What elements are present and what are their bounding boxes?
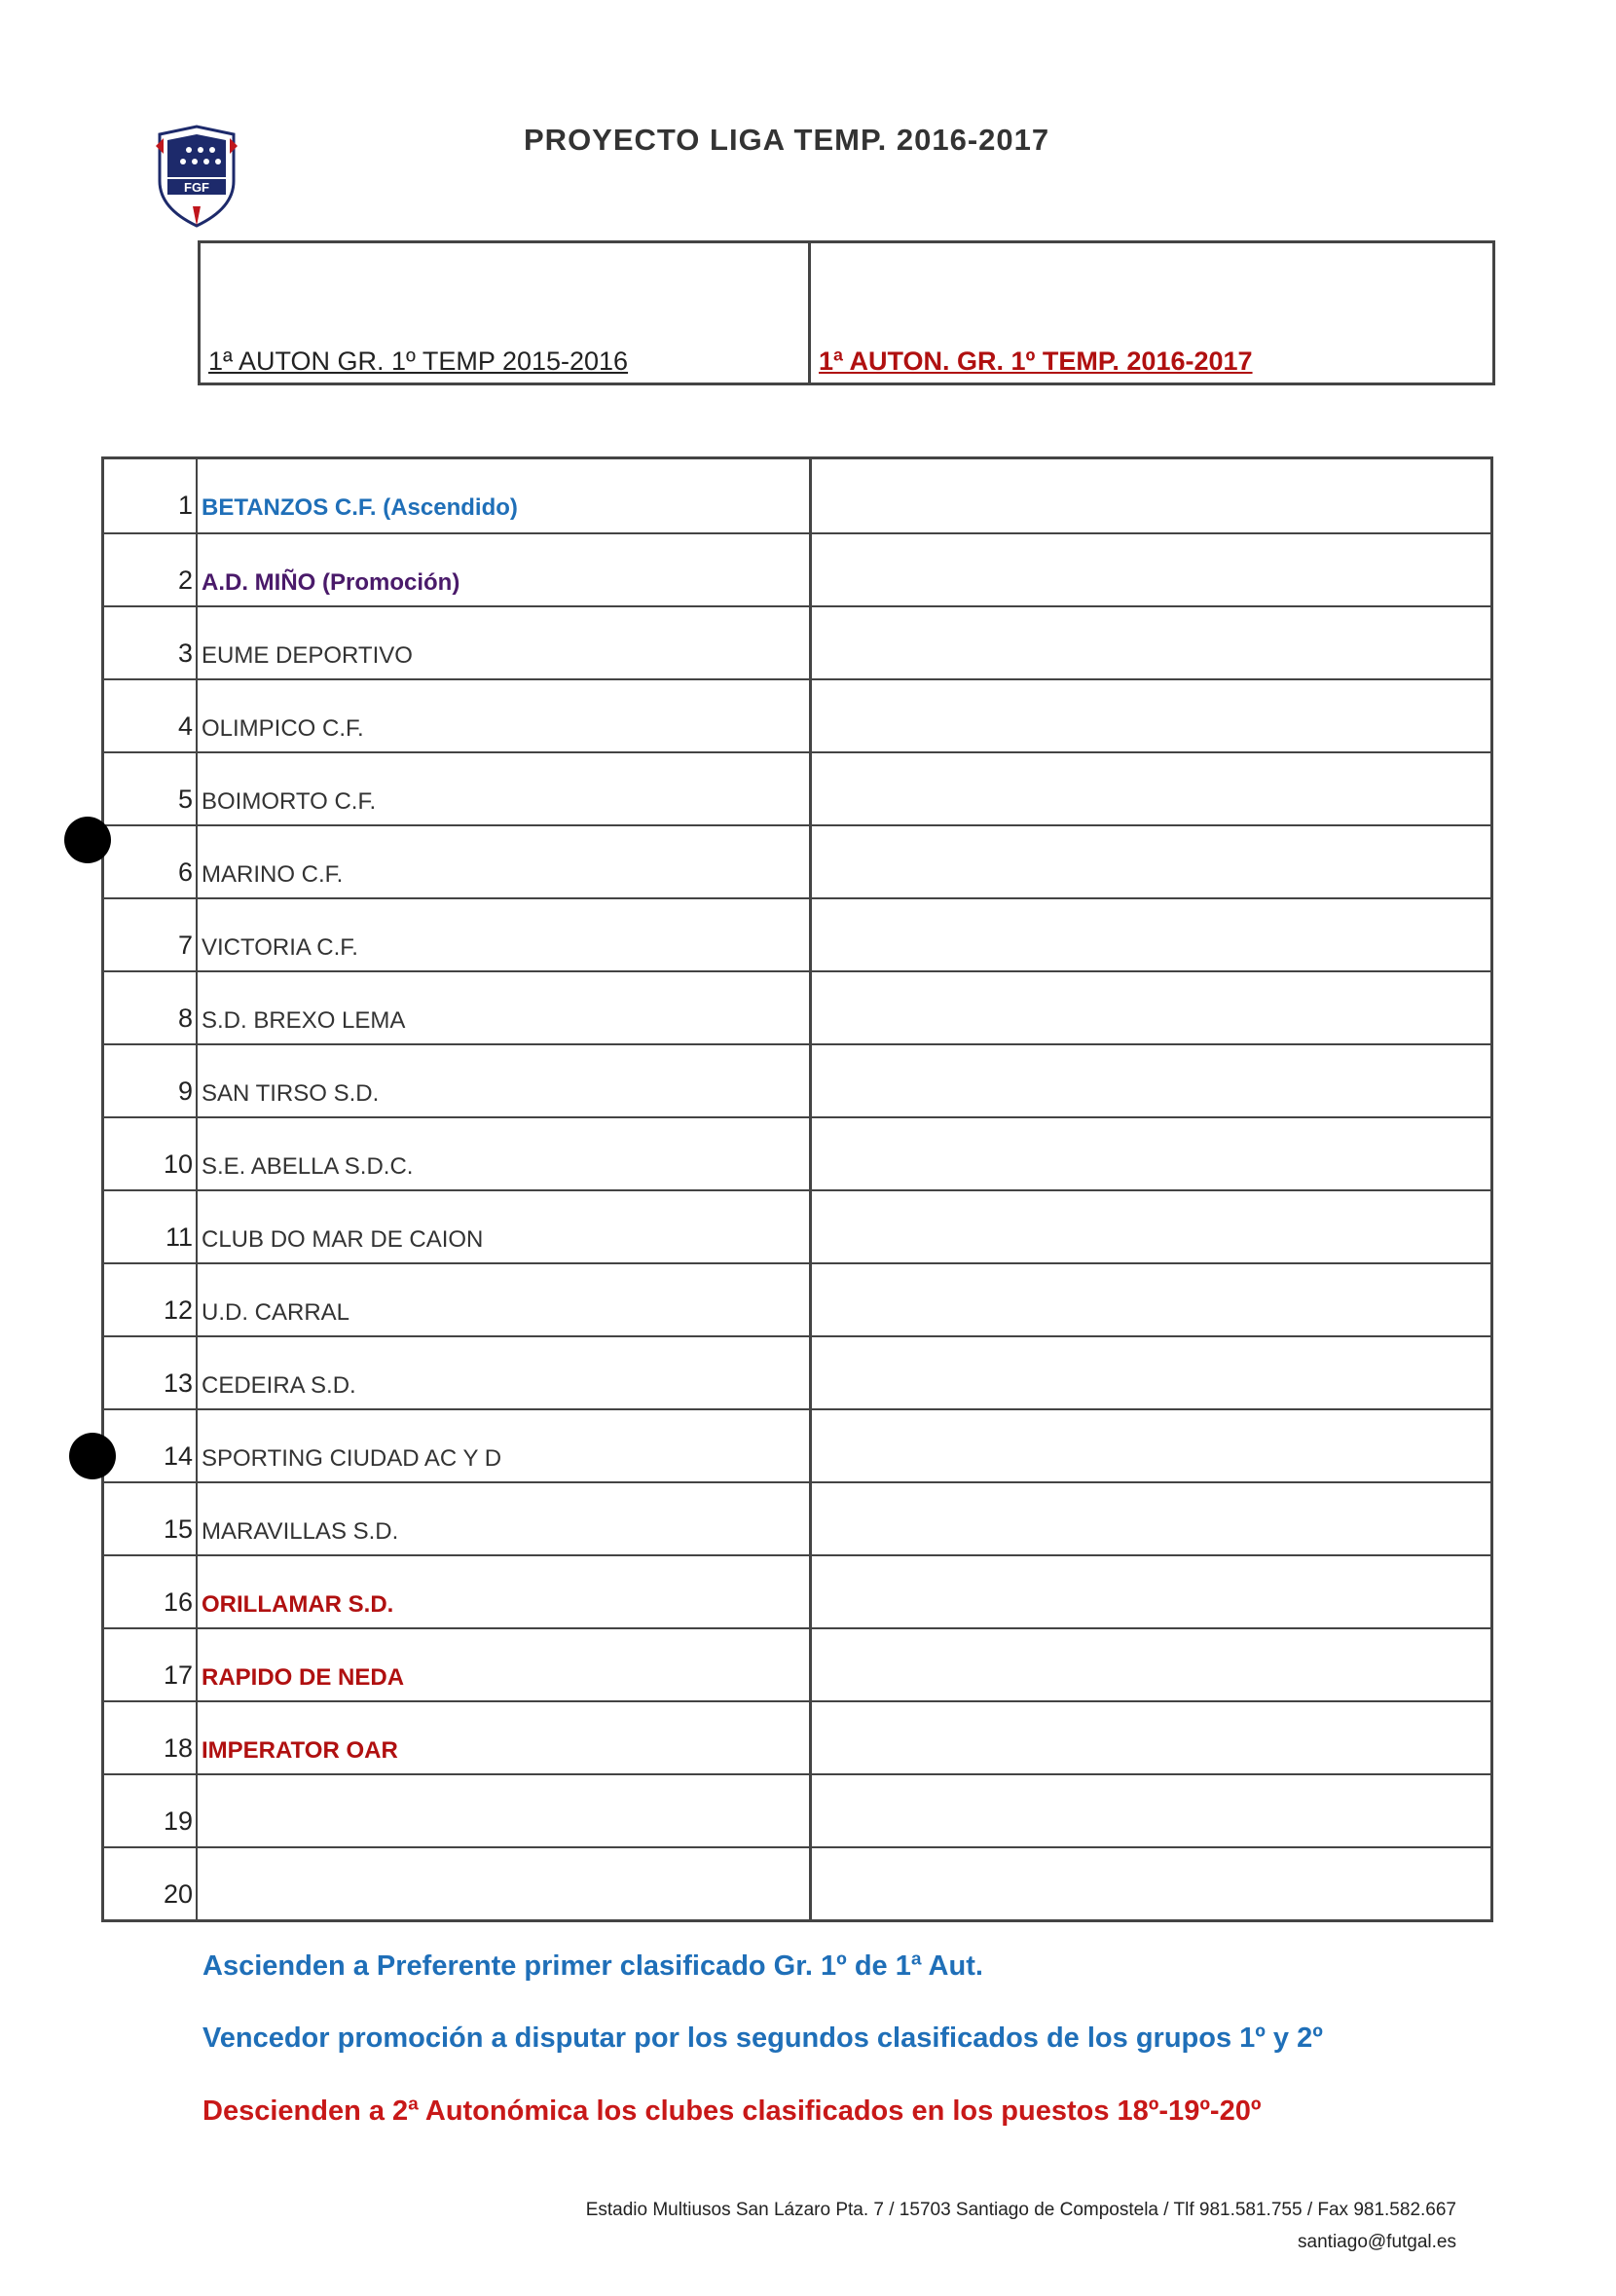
position-cell: 15 [104, 1483, 198, 1554]
table-row [104, 1189, 1490, 1262]
next-season-team-cell [812, 1337, 1490, 1408]
fgf-logo [154, 125, 239, 232]
position-cell: 1 [104, 459, 198, 532]
document-title: PROYECTO LIGA TEMP. 2016-2017 [524, 123, 1050, 157]
position-cell: 12 [104, 1264, 198, 1335]
position-cell: 14 [104, 1410, 198, 1481]
table-row [104, 1481, 1490, 1554]
table-row [104, 1700, 1490, 1773]
position-cell: 2 [104, 534, 198, 605]
position-cell: 5 [104, 753, 198, 824]
next-season-team-cell [812, 1118, 1490, 1189]
team-cell [198, 1848, 812, 1919]
position-cell: 7 [104, 899, 198, 970]
table-row [104, 605, 1490, 678]
next-season-team-cell [812, 1629, 1490, 1700]
table-row [104, 751, 1490, 824]
team-cell: IMPERATOR OAR [198, 1702, 812, 1773]
next-season-team-cell [812, 1556, 1490, 1627]
previous-season-cell [201, 243, 811, 383]
position-cell: 3 [104, 607, 198, 678]
team-cell: BETANZOS C.F. (Ascendido) [198, 459, 812, 532]
team-cell: CLUB DO MAR DE CAION [198, 1191, 812, 1262]
table-row [104, 824, 1490, 897]
position-cell: 6 [104, 826, 198, 897]
next-season-team-cell [812, 1045, 1490, 1116]
team-cell: SAN TIRSO S.D. [198, 1045, 812, 1116]
next-season-team-cell [812, 899, 1490, 970]
next-season-team-cell [812, 1775, 1490, 1846]
table-row [104, 1627, 1490, 1700]
table-row [104, 1773, 1490, 1846]
next-season-team-cell [812, 1483, 1490, 1554]
position-cell: 18 [104, 1702, 198, 1773]
table-row [104, 459, 1490, 532]
next-season-team-cell [812, 534, 1490, 605]
relegation-note: Descienden a 2ª Autonómica los clubes clasificados en los puestos 18º-19º-20º [202, 2096, 1262, 2127]
footer-address: Estadio Multiusos San Lázaro Pta. 7 / 15703 Santiago de Compostela / Tlf 981.581.755 / Fax 981.582.667 [585, 2200, 1456, 2220]
next-season-team-cell [812, 972, 1490, 1043]
position-cell: 10 [104, 1118, 198, 1189]
team-cell: EUME DEPORTIVO [198, 607, 812, 678]
team-cell: A.D. MIÑO (Promoción) [198, 534, 812, 605]
position-cell: 16 [104, 1556, 198, 1627]
next-season-team-cell [812, 1191, 1490, 1262]
team-cell: BOIMORTO C.F. [198, 753, 812, 824]
table-row [104, 970, 1490, 1043]
next-season-cell [811, 243, 1492, 383]
next-season-team-cell [812, 1848, 1490, 1919]
team-cell: RAPIDO DE NEDA [198, 1629, 812, 1700]
position-cell: 17 [104, 1629, 198, 1700]
position-cell: 11 [104, 1191, 198, 1262]
team-cell: MARINO C.F. [198, 826, 812, 897]
position-cell: 4 [104, 680, 198, 751]
position-cell: 20 [104, 1848, 198, 1919]
next-season-team-cell [812, 680, 1490, 751]
next-season-team-cell [812, 826, 1490, 897]
next-season-team-cell [812, 1264, 1490, 1335]
team-cell: S.D. BREXO LEMA [198, 972, 812, 1043]
next-season-team-cell [812, 753, 1490, 824]
team-cell: OLIMPICO C.F. [198, 680, 812, 751]
position-cell: 9 [104, 1045, 198, 1116]
position-cell: 8 [104, 972, 198, 1043]
team-cell: MARAVILLAS S.D. [198, 1483, 812, 1554]
table-row [104, 1846, 1490, 1919]
table-row [104, 1408, 1490, 1481]
team-cell [198, 1775, 812, 1846]
next-season-team-cell [812, 1702, 1490, 1773]
standings-table [101, 456, 1493, 1922]
playoff-note: Vencedor promoción a disputar por los segundos clasificados de los grupos 1º y 2º [202, 2023, 1323, 2054]
team-cell: VICTORIA C.F. [198, 899, 812, 970]
footer-email: santiago@futgal.es [1298, 2232, 1456, 2252]
table-row [104, 678, 1490, 751]
season-header-table [198, 240, 1495, 385]
logo-text: FGF [184, 180, 209, 195]
punch-hole [64, 817, 111, 863]
promotion-note: Ascienden a Preferente primer clasificado Gr. 1º de 1ª Aut. [202, 1950, 983, 1982]
next-season-label: 1ª AUTON. GR. 1º TEMP. 2016-2017 [819, 346, 1253, 376]
table-row [104, 1116, 1490, 1189]
table-row [104, 1262, 1490, 1335]
table-row [104, 1554, 1490, 1627]
punch-hole [69, 1433, 116, 1479]
position-cell: 13 [104, 1337, 198, 1408]
next-season-team-cell [812, 1410, 1490, 1481]
table-row [104, 532, 1490, 605]
table-row [104, 897, 1490, 970]
team-cell: SPORTING CIUDAD AC Y D [198, 1410, 812, 1481]
previous-season-label: 1ª AUTON GR. 1º TEMP 2015-2016 [208, 346, 629, 376]
next-season-team-cell [812, 459, 1490, 532]
team-cell: ORILLAMAR S.D. [198, 1556, 812, 1627]
team-cell: S.E. ABELLA S.D.C. [198, 1118, 812, 1189]
next-season-team-cell [812, 607, 1490, 678]
table-row [104, 1043, 1490, 1116]
team-cell: U.D. CARRAL [198, 1264, 812, 1335]
table-row [104, 1335, 1490, 1408]
team-cell: CEDEIRA S.D. [198, 1337, 812, 1408]
position-cell: 19 [104, 1775, 198, 1846]
